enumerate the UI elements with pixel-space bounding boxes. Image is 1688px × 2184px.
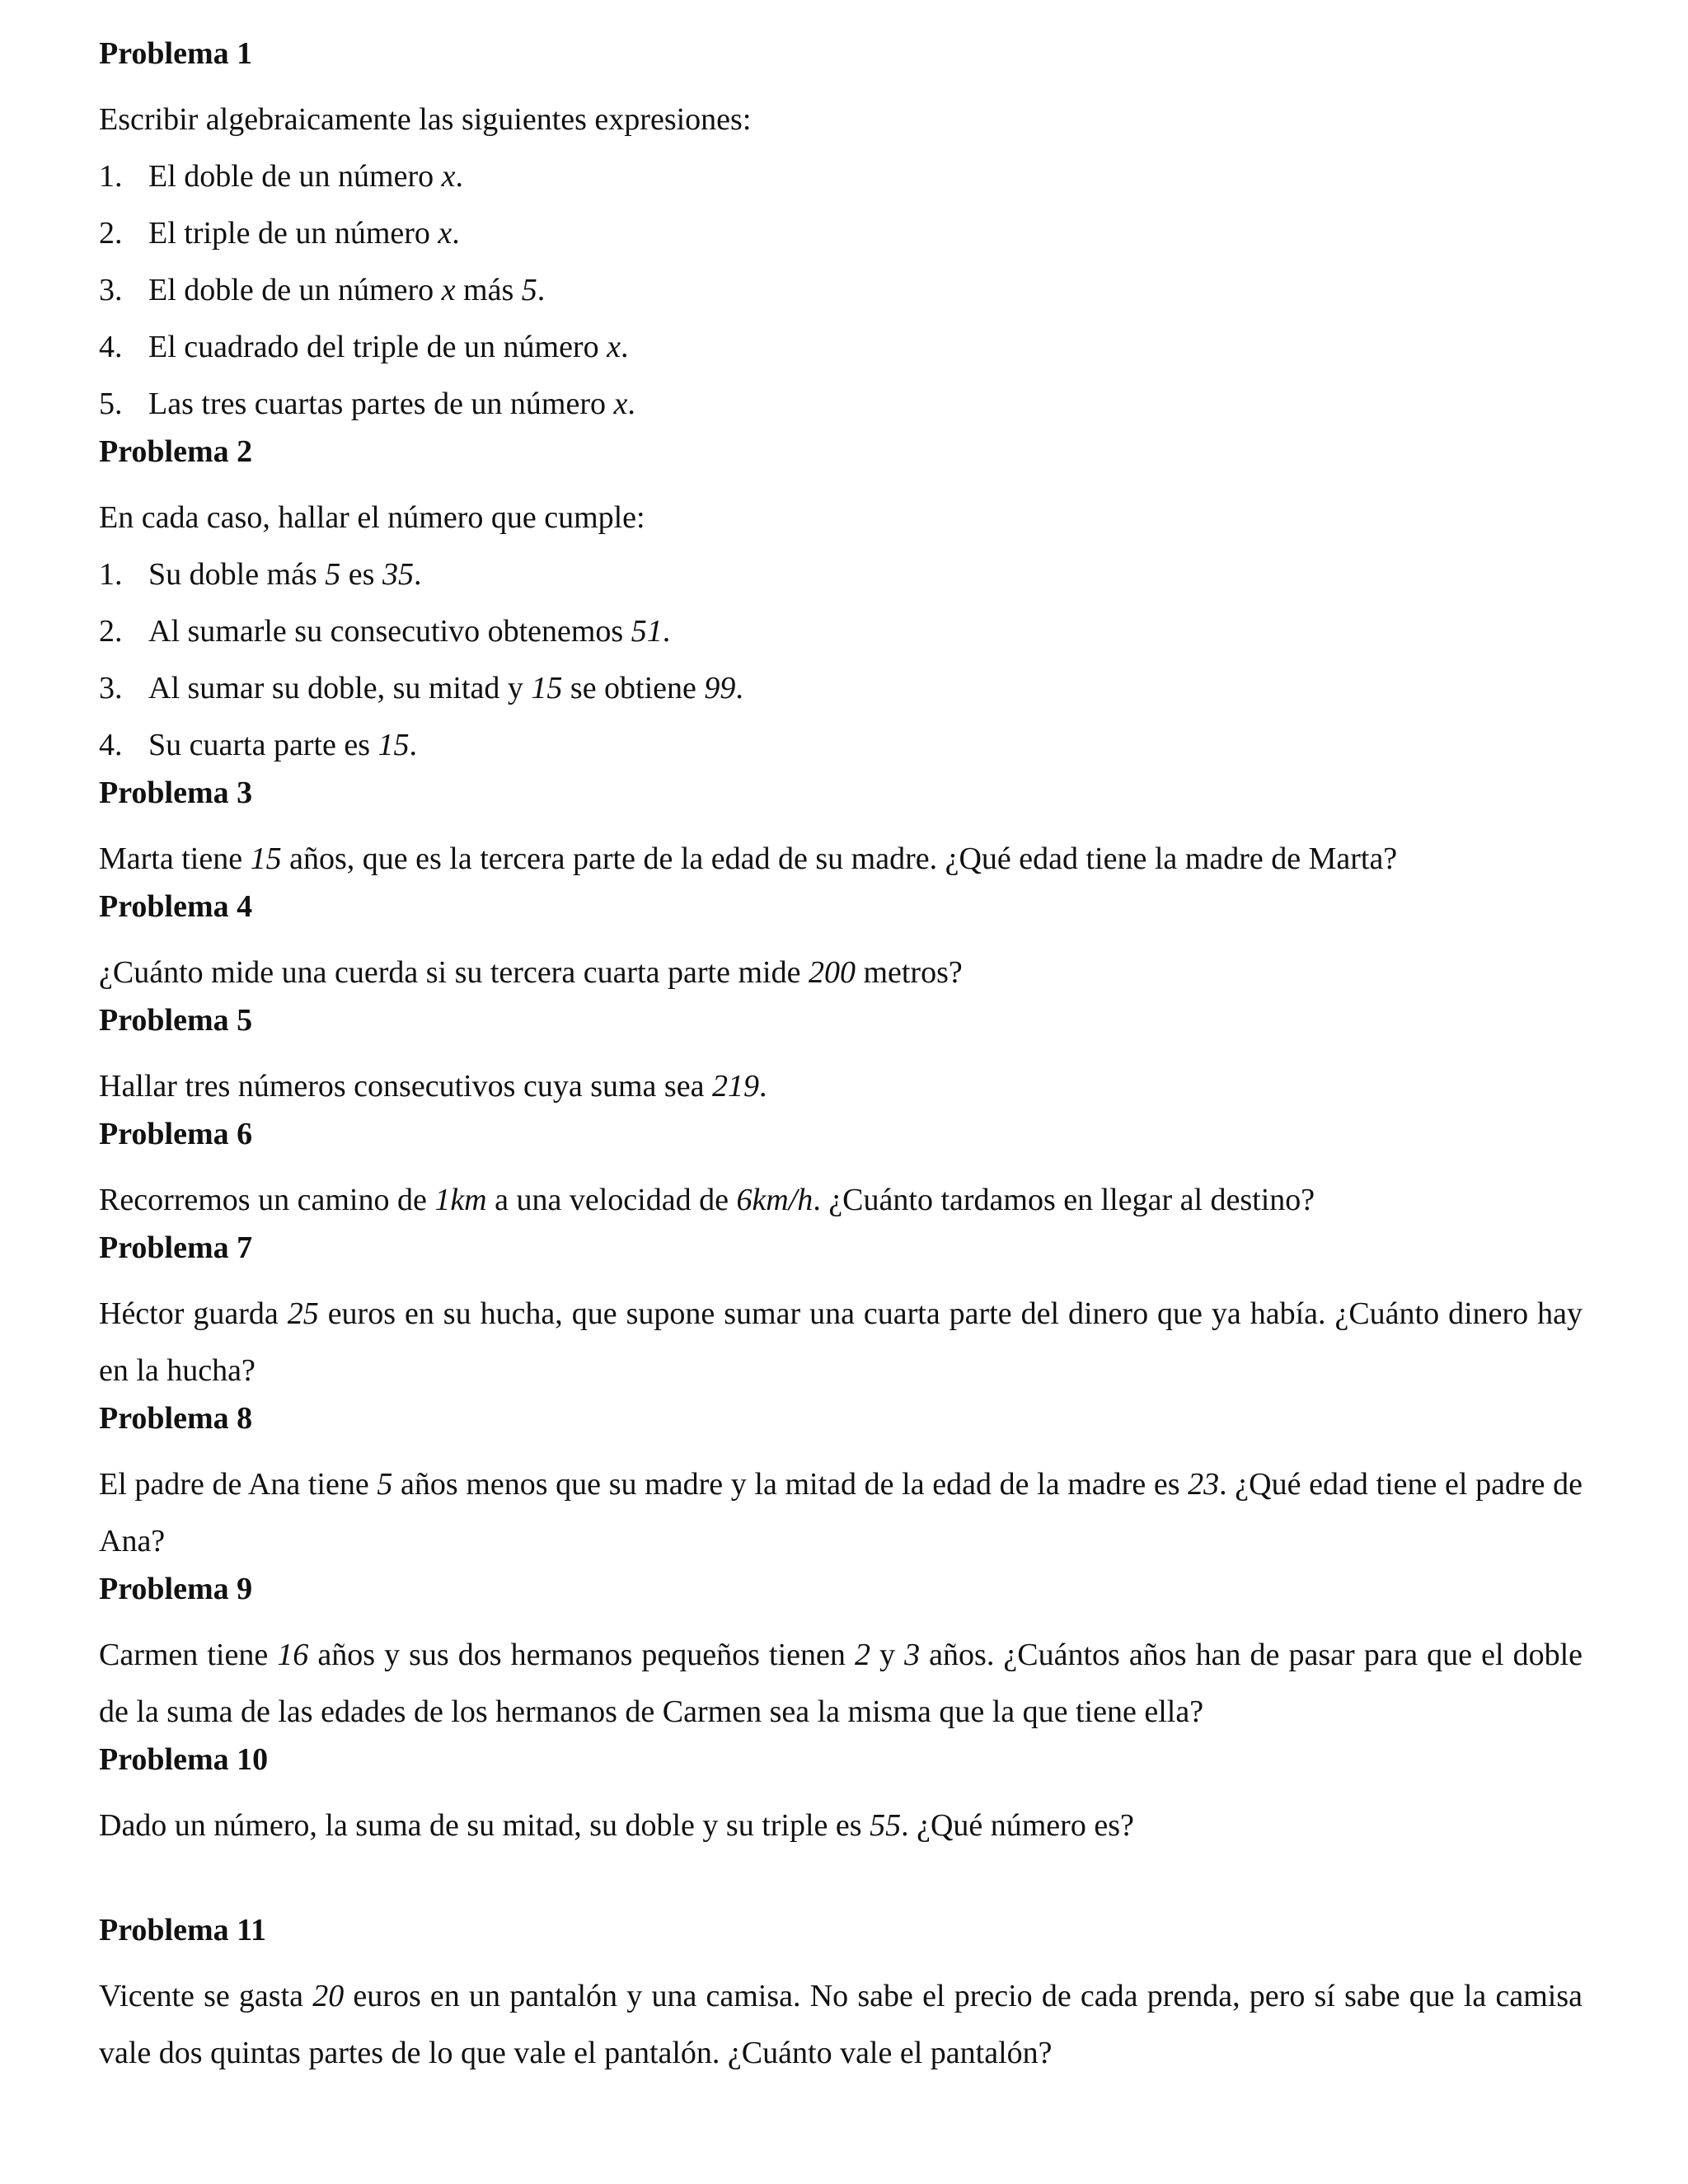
- item-number: 4.: [99, 330, 123, 364]
- problem-3: [99, 774, 1582, 888]
- problem-heading: Problema 1: [99, 36, 253, 71]
- item-text: Su cuarta parte es 15.: [148, 728, 418, 762]
- list-item: [99, 603, 1582, 660]
- document-page: [99, 35, 1582, 2082]
- list-item: [99, 148, 1582, 205]
- item-text: Al sumarle su consecutivo obtenemos 51.: [148, 614, 671, 649]
- problem-7: [99, 1229, 1582, 1399]
- item-text: Su doble más 5 es 35.: [148, 557, 422, 592]
- item-text: El doble de un número x más 5.: [148, 273, 546, 307]
- problem-statement: Marta tiene 15 años, que es la tercera parte de la edad de su madre. ¿Qué edad tiene la madre de Marta?: [99, 841, 1398, 876]
- blank-line: [99, 1854, 1582, 1911]
- item-number: 4.: [99, 728, 123, 762]
- problem-9: [99, 1570, 1582, 1741]
- problem-11: [99, 1911, 1582, 2082]
- problem-heading: Problema 2: [99, 434, 253, 469]
- problem-2: [99, 433, 1582, 774]
- problem-statement: Vicente se gasta 20 euros en un pantalón y una camisa. No sabe el precio de cada prenda, pero sí sabe que la camisa vale dos quintas partes de lo que vale el pantalón. ¿Cuánto vale el pantalón?: [99, 1979, 1582, 2070]
- problem-intro: Escribir algebraicamente las siguientes expresiones:: [99, 102, 752, 137]
- problem-10: [99, 1741, 1582, 1854]
- problem-heading: Problema 9: [99, 1572, 253, 1606]
- problem-6: [99, 1115, 1582, 1229]
- item-number: 2.: [99, 614, 123, 649]
- problem-statement: Dado un número, la suma de su mitad, su doble y su triple es 55. ¿Qué número es?: [99, 1808, 1134, 1843]
- problem-heading: Problema 4: [99, 889, 253, 924]
- item-text: Las tres cuartas partes de un número x.: [148, 387, 635, 421]
- problem-heading: Problema 11: [99, 1913, 267, 1947]
- problem-heading: Problema 7: [99, 1230, 253, 1265]
- problem-intro: En cada caso, hallar el número que cumple:: [99, 500, 645, 535]
- problem-4: [99, 888, 1582, 1001]
- item-number: 2.: [99, 216, 123, 251]
- item-number: 5.: [99, 387, 123, 421]
- item-number: 1.: [99, 557, 123, 592]
- problem-statement: Héctor guarda 25 euros en su hucha, que supone sumar una cuarta parte del dinero que ya había. ¿Cuánto dinero hay en la hucha?: [99, 1296, 1582, 1388]
- list-item: [99, 546, 1582, 603]
- item-number: 1.: [99, 159, 123, 194]
- list-item: [99, 205, 1582, 262]
- problem-heading: Problema 5: [99, 1003, 253, 1038]
- list-item: [99, 376, 1582, 433]
- problem-heading: Problema 3: [99, 776, 253, 810]
- list-item: [99, 717, 1582, 774]
- problem-statement: Recorremos un camino de 1km a una velocidad de 6km/h. ¿Cuánto tardamos en llegar al destino?: [99, 1183, 1315, 1217]
- problem-heading: Problema 8: [99, 1401, 253, 1436]
- item-text: El cuadrado del triple de un número x.: [148, 330, 629, 364]
- problem-statement: Carmen tiene 16 años y sus dos hermanos pequeños tienen 2 y 3 años. ¿Cuántos años han de pasar para que el doble de la suma de las edades de los hermanos de Carmen sea la misma que la que tiene ella?: [99, 1638, 1583, 1729]
- problem-statement: ¿Cuánto mide una cuerda si su tercera cuarta parte mide 200 metros?: [99, 955, 963, 990]
- item-number: 3.: [99, 273, 123, 307]
- item-text: Al sumar su doble, su mitad y 15 se obtiene 99.: [148, 671, 743, 705]
- problem-heading: Problema 6: [99, 1117, 253, 1151]
- list-item: [99, 660, 1582, 717]
- problem-5: [99, 1001, 1582, 1115]
- problem-1: [99, 35, 1582, 433]
- problem-statement: Hallar tres números consecutivos cuya suma sea 219.: [99, 1069, 767, 1104]
- problem-heading: Problema 10: [99, 1742, 269, 1777]
- list-item: [99, 319, 1582, 376]
- item-text: El triple de un número x.: [148, 216, 460, 251]
- problem-8: [99, 1399, 1582, 1570]
- item-text: El doble de un número x.: [148, 159, 464, 194]
- list-item: [99, 262, 1582, 319]
- problem-statement: El padre de Ana tiene 5 años menos que su madre y la mitad de la edad de la madre es 23. ¿Qué edad tiene el padre de Ana?: [99, 1467, 1583, 1558]
- item-number: 3.: [99, 671, 123, 705]
